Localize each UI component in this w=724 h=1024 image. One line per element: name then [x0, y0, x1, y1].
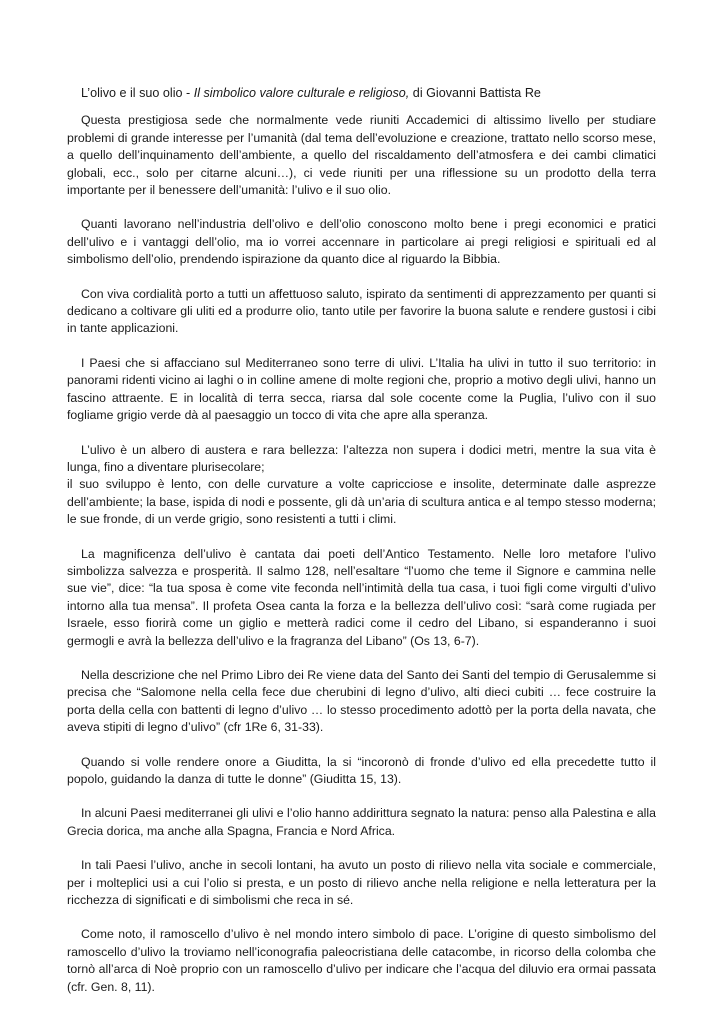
paragraph-1: Questa prestigiosa sede che normalmente vede riuniti Accademici di altissimo livello per studiare problemi di grande interesse per l’umanità (dal tema dell’evoluzione e creazione, trattato nello scorso mese, a quello dell’inquinamento dell’ambiente, a quello del riscaldamento dell’atmosfera e dei cambi climatici globali, ecc., solo per citarne alcuni…), ci vede riuniti per una riflessione su un prodotto della terra importante per il benessere dell’umanità: l’ulivo e il suo olio. [67, 113, 656, 198]
title-author: di Giovanni Battista Re [409, 86, 541, 100]
paragraph-2: Quanti lavorano nell’industria dell’olivo e dell’olio conoscono molto bene i pregi economici e pratici dell’ulivo e i vantaggi dell’olio, ma io vorrei accennare in particolare ai pregi religiosi e spirituali ed al simbolismo dell’olio, prendendo ispirazione da quanto dice al riguardo la Bibbia. [67, 217, 656, 267]
paragraph-7: La magnificenza dell’ulivo è cantata dai poeti dell’Antico Testamento. Nelle loro metafore l’ulivo simbolizza salvezza e prosperità. Il salmo 128, nell’esaltare “l’uomo che teme il Signore e cammina nelle sue vie”, dice: “la tua sposa è come vite feconda nell’intimità della tua casa, i tuoi figli come virgulti d’ulivo intorno alla tua mensa”. Il profeta Osea canta la forza e la bellezza dell’ulivo così: “sarà come rugiada per Israele, esso fiorirà come un giglio e metterà radici come il cedro del Libano, si espanderanno i suoi germogli e avrà la bellezza dell’ulivo e la fragranza del Libano” (Os 13, 6-7). [67, 546, 656, 648]
paragraph-3: Con viva cordialità porto a tutti un affettuoso saluto, ispirato da sentimenti di apprezzamento per quanti si dedicano a coltivare gli uliti ed a produrre olio, tanto utile per favorire la buona salute e rendere gustosi i cibi in tante applicazioni. [67, 286, 656, 336]
document-title [67, 85, 656, 102]
title-prefix: L’olivo e il suo olio - [81, 86, 194, 100]
title-subtitle: Il simbolico valore culturale e religioso, [193, 86, 410, 100]
paragraph-9: Quando si volle rendere onore a Giuditta, la si “incoronò di fronde d’ulivo ed ella precedette tutto il popolo, guidando la danza di tutte le donne” (Giuditta 15, 13). [67, 754, 656, 786]
paragraph-6: il suo sviluppo è lento, con delle curvature a volte capricciose e insolite, determinate dalle asprezze dell’ambiente; la base, ispida di nodi e possente, gli dà un’aria di scultura antica e al tempo stesso moderna; le sue fronde, di un verde grigio, sono resistenti a tutti i climi. [67, 477, 656, 527]
paragraph-12: Come noto, il ramoscello d’ulivo è nel mondo intero simbolo di pace. L’origine di questo simbolismo del ramoscello d’ulivo la troviamo nell’iconografia paleocristiana delle catacombe, in ricorso della colomba che tornò all’arca di Noè proprio con un ramoscello d’ulivo per indicare che l’acqua del diluvio era ormai passata (cfr. Gen. 8, 11). [67, 927, 656, 994]
document-page [67, 85, 656, 1013]
paragraph-4: I Paesi che si affacciano sul Mediterraneo sono terre di ulivi. L’Italia ha ulivi in tutto il suo territorio: in panorami ridenti vicino ai laghi o in colline amene di molte regioni che, proprio a motivo degli ulivi, hanno un fascino attraente. E in località di terra secca, riarsa dal sole cocente come la Puglia, l’ulivo con il suo fogliame grigio verde dà al paesaggio un tocco di vita che apre alla speranza. [67, 355, 656, 423]
paragraph-10: In alcuni Paesi mediterranei gli ulivi e l’olio hanno addirittura segnato la natura: penso alla Palestina e alla Grecia dorica, ma anche alla Spagna, Francia e Nord Africa. [67, 806, 656, 838]
paragraph-8: Nella descrizione che nel Primo Libro dei Re viene data del Santo dei Santi del tempio di Gerusalemme si precisa che “Salomone nella cella fece due cherubini di legno d’ulivo, alti dieci cubiti … fece costruire la porta della cella con battenti di legno d’ulivo … lo stesso procedimento adottò per la porta della navata, che aveva stipiti di legno d’ulivo” (cfr 1Re 6, 31-33). [67, 667, 656, 735]
paragraph-11: In tali Paesi l’ulivo, anche in secoli lontani, ha avuto un posto di rilievo nella vita sociale e commerciale, per i molteplici usi a cui l’olio si presta, e un posto di rilievo anche nella religione e nella letteratura per la ricchezza di significati e di simbolismi che reca in sé. [67, 858, 656, 908]
paragraph-5: L’ulivo è un albero di austera e rara bellezza: l’altezza non supera i dodici metri, mentre la sua vita è lunga, fino a diventare plurisecolare; [67, 442, 656, 474]
